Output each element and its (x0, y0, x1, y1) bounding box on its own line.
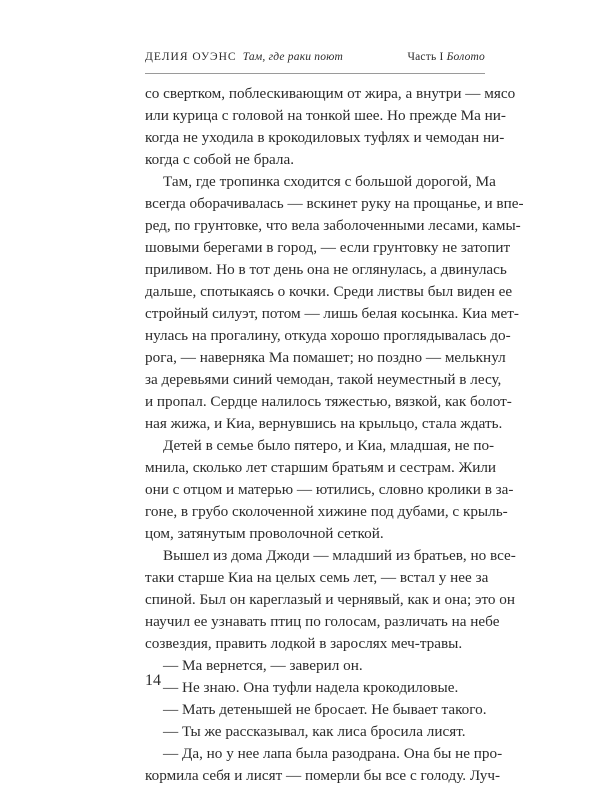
text-line: приливом. Но в тот день она не оглянулась, а двинулась (145, 261, 507, 278)
dialogue-line: — Ты же рассказывал, как лиса бросила лисят. (163, 723, 466, 740)
text-line: или курица с головой на тонкой шее. Но прежде Ма ни- (145, 107, 506, 124)
dialogue-line: — Ма вернется, — заверил он. (163, 657, 363, 674)
text-line: гоне, в грубо сколоченной хижине под дубами, с крыль- (145, 503, 508, 520)
text-line: и пропал. Сердце налилось тяжестью, вязкой, как болот- (145, 393, 512, 410)
dialogue-line: — Мать детенышей не бросает. Не бывает такого. (163, 701, 487, 718)
text-line: рога, — наверняка Ма помашет; но поздно — мелькнул (145, 349, 506, 366)
text-line: мнила, сколько лет старшим братьям и сестрам. Жили (145, 459, 497, 476)
running-header (145, 51, 485, 65)
text-line: спиной. Был он кареглазый и чернявый, как и она; это он (145, 591, 516, 608)
text-line: ред, по грунтовке, что вела заболоченными лесами, камы- (145, 217, 521, 234)
header-part: Часть I (407, 51, 444, 63)
text-line: Детей в семье было пятеро, и Киа, младшая, не по- (163, 437, 495, 454)
text-line: за деревьями синий чемодан, такой неуместный в лесу, (145, 371, 502, 388)
text-line: всегда оборачивалась — вскинет руку на прощанье, и впе- (145, 195, 524, 212)
text-line: шовыми берегами в город, — если грунтовку не затопит (145, 239, 511, 256)
text-line: со свертком, поблескивающим от жира, а внутри — мясо (145, 85, 516, 102)
text-line: они с отцом и матерью — ютились, словно кролики в за- (145, 481, 514, 498)
dialogue-line: — Да, но у нее лапа была разодрана. Она бы не про- (163, 745, 503, 762)
text-line: нулась на прогалину, откуда хорошо проглядывалась до- (145, 327, 511, 344)
header-author: ДЕЛИЯ ОУЭНС (145, 51, 237, 63)
text-line: когда не уходила в крокодиловых туфлях и чемодан ни- (145, 129, 505, 146)
text-line: ная жижа, и Киа, вернувшись на крыльцо, стала ждать. (145, 415, 503, 432)
header-section: Болото (446, 51, 485, 63)
body-text (145, 83, 524, 787)
text-line: когда с собой не брала. (145, 151, 295, 168)
text-line: стройный силуэт, потом — лишь белая косынка. Киа мет- (145, 305, 519, 322)
text-line: дальше, спотыкаясь о кочки. Среди листвы был виден ее (145, 283, 513, 300)
header-part-section (407, 51, 485, 63)
dialogue-line: — Не знаю. Она туфли надела крокодиловые. (163, 679, 459, 696)
text-line: научил ее узнавать птиц по голосам, различать на небе (145, 613, 500, 630)
header-divider (145, 73, 485, 74)
text-line: Вышел из дома Джоди — младший из братьев, но все- (163, 547, 516, 564)
page-number: 14 (145, 672, 161, 689)
text-line: созвездия, править лодкой в зарослях меч-травы. (145, 635, 463, 652)
header-book-title: Там, где раки поют (242, 51, 344, 63)
header-author-title (145, 51, 343, 63)
text-line: цом, затянутым проволочной сеткой. (145, 525, 384, 542)
text-line: таки старше Киа на целых семь лет, — встал у нее за (145, 569, 489, 586)
text-line: Там, где тропинка сходится с большой дорогой, Ма (163, 173, 496, 190)
text-line: кормила себя и лисят — померли бы все с голоду. Луч- (145, 767, 501, 784)
